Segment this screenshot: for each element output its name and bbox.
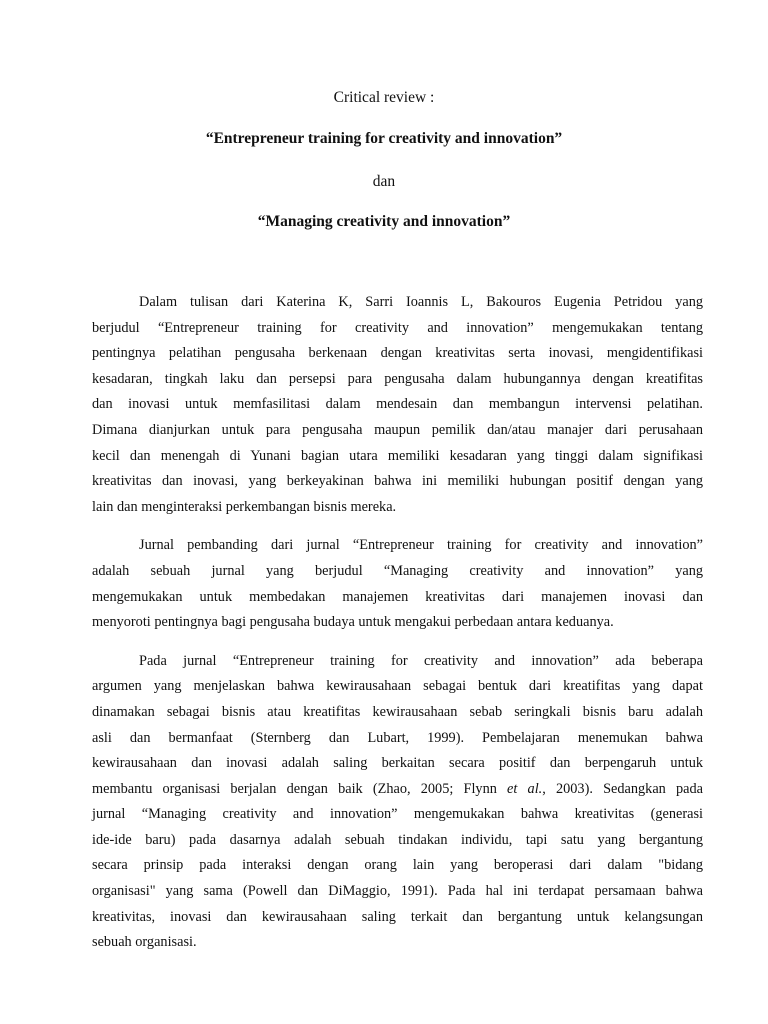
- paragraph-line: pentingnya pelatihan pengusaha berkenaan dengan kreativitas serta inovasi, mengidentifikasi: [92, 345, 703, 362]
- paragraph-line: [92, 777, 703, 803]
- body-text: [92, 290, 703, 969]
- paragraph-line: kecil dan menengah di Yunani bagian utara memiliki kesadaran yang tinggi dalam signifikasi: [92, 447, 703, 464]
- paragraph-line: sebuah organisasi.: [92, 934, 197, 951]
- paragraph-line: Dimana dianjurkan untuk para pengusaha maupun pemilik dan/atau manajer dari perusahaan: [92, 421, 703, 438]
- paragraph-1: [92, 290, 703, 520]
- paragraph-line: ide-ide baru) pada dasarnya adalah sebuah tindakan individu, tapi satu yang bergantung: [92, 831, 703, 848]
- review-title: Critical review :: [333, 89, 435, 106]
- title-connector: dan: [372, 173, 396, 190]
- paragraph-2: [92, 533, 703, 635]
- article-title-2: “Managing creativity and innovation”: [257, 213, 511, 230]
- paragraph-line: asli dan bermanfaat (Sternberg dan Lubart, 1999). Pembelajaran menemukan bahwa: [92, 729, 703, 746]
- paragraph-line: menyoroti pentingnya bagi pengusaha budaya untuk mengakui perbedaan antara keduanya.: [92, 614, 614, 631]
- paragraph-line: argumen yang menjelaskan bahwa kewirausahaan sebagai bentuk dari kreatifitas yang dapat: [92, 678, 703, 695]
- paragraph-line: Dalam tulisan dari Katerina K, Sarri Ioannis L, Bakouros Eugenia Petridou yang: [139, 294, 703, 310]
- paragraph-line: lain dan menginteraksi perkembangan bisnis mereka.: [92, 498, 397, 515]
- paragraph-line: Jurnal pembanding dari jurnal “Entrepreneur training for creativity and innovation”: [139, 537, 703, 554]
- line-text: , 2003). Sedangkan pada: [542, 780, 703, 797]
- line-text: membantu organisasi berjalan dengan baik (Zhao, 2005; Flynn: [92, 780, 508, 797]
- paragraph-line: dinamakan sebagai bisnis atau kreatifitas kewirausahaan sebab seringkali bisnis baru adalah: [92, 703, 703, 720]
- paragraph-line: organisasi" yang sama (Powell dan DiMaggio, 1991). Pada hal ini terdapat persamaan bahwa: [92, 883, 703, 900]
- italic-citation: et al.: [507, 780, 543, 797]
- paragraph-3: [92, 649, 703, 956]
- paragraph-line: jurnal “Managing creativity and innovation” mengemukakan bahwa kreativitas (generasi: [92, 806, 703, 823]
- paragraph-line: berjudul “Entrepreneur training for creativity and innovation” mengemukakan tentang: [92, 319, 703, 336]
- paragraph-line: kreativitas dan inovasi, yang berkeyakinan bahwa ini memiliki hubungan positif dengan yang: [92, 473, 703, 490]
- paragraph-line: Pada jurnal “Entrepreneur training for creativity and innovation” ada beberapa: [139, 652, 703, 669]
- paragraph-line: kewirausahaan dan inovasi adalah saling berkaitan secara positif dan berpengaruh untuk: [92, 755, 703, 772]
- paragraph-line: adalah sebuah jurnal yang berjudul “Managing creativity and innovation” yang: [92, 562, 703, 579]
- paragraph-line: secara prinsip pada interaksi dengan orang lain yang beroperasi dari dalam "bidang: [92, 857, 703, 874]
- paragraph-line: kreativitas, inovasi dan kewirausahaan saling terkait dan bergantung untuk kelangsungan: [92, 908, 703, 925]
- paragraph-line: kesadaran, tingkah laku dan persepsi para pengusaha dalam hubungannya dengan kreatifitas: [92, 370, 703, 387]
- article-title-1: “Entrepreneur training for creativity and innovation”: [205, 130, 563, 147]
- paragraph-line: mengemukakan untuk membedakan manajemen kreativitas dari manajemen inovasi dan: [92, 588, 703, 605]
- paragraph-line: dan inovasi untuk memfasilitasi dalam mendesain dan membangun intervensi pelatihan.: [92, 396, 703, 413]
